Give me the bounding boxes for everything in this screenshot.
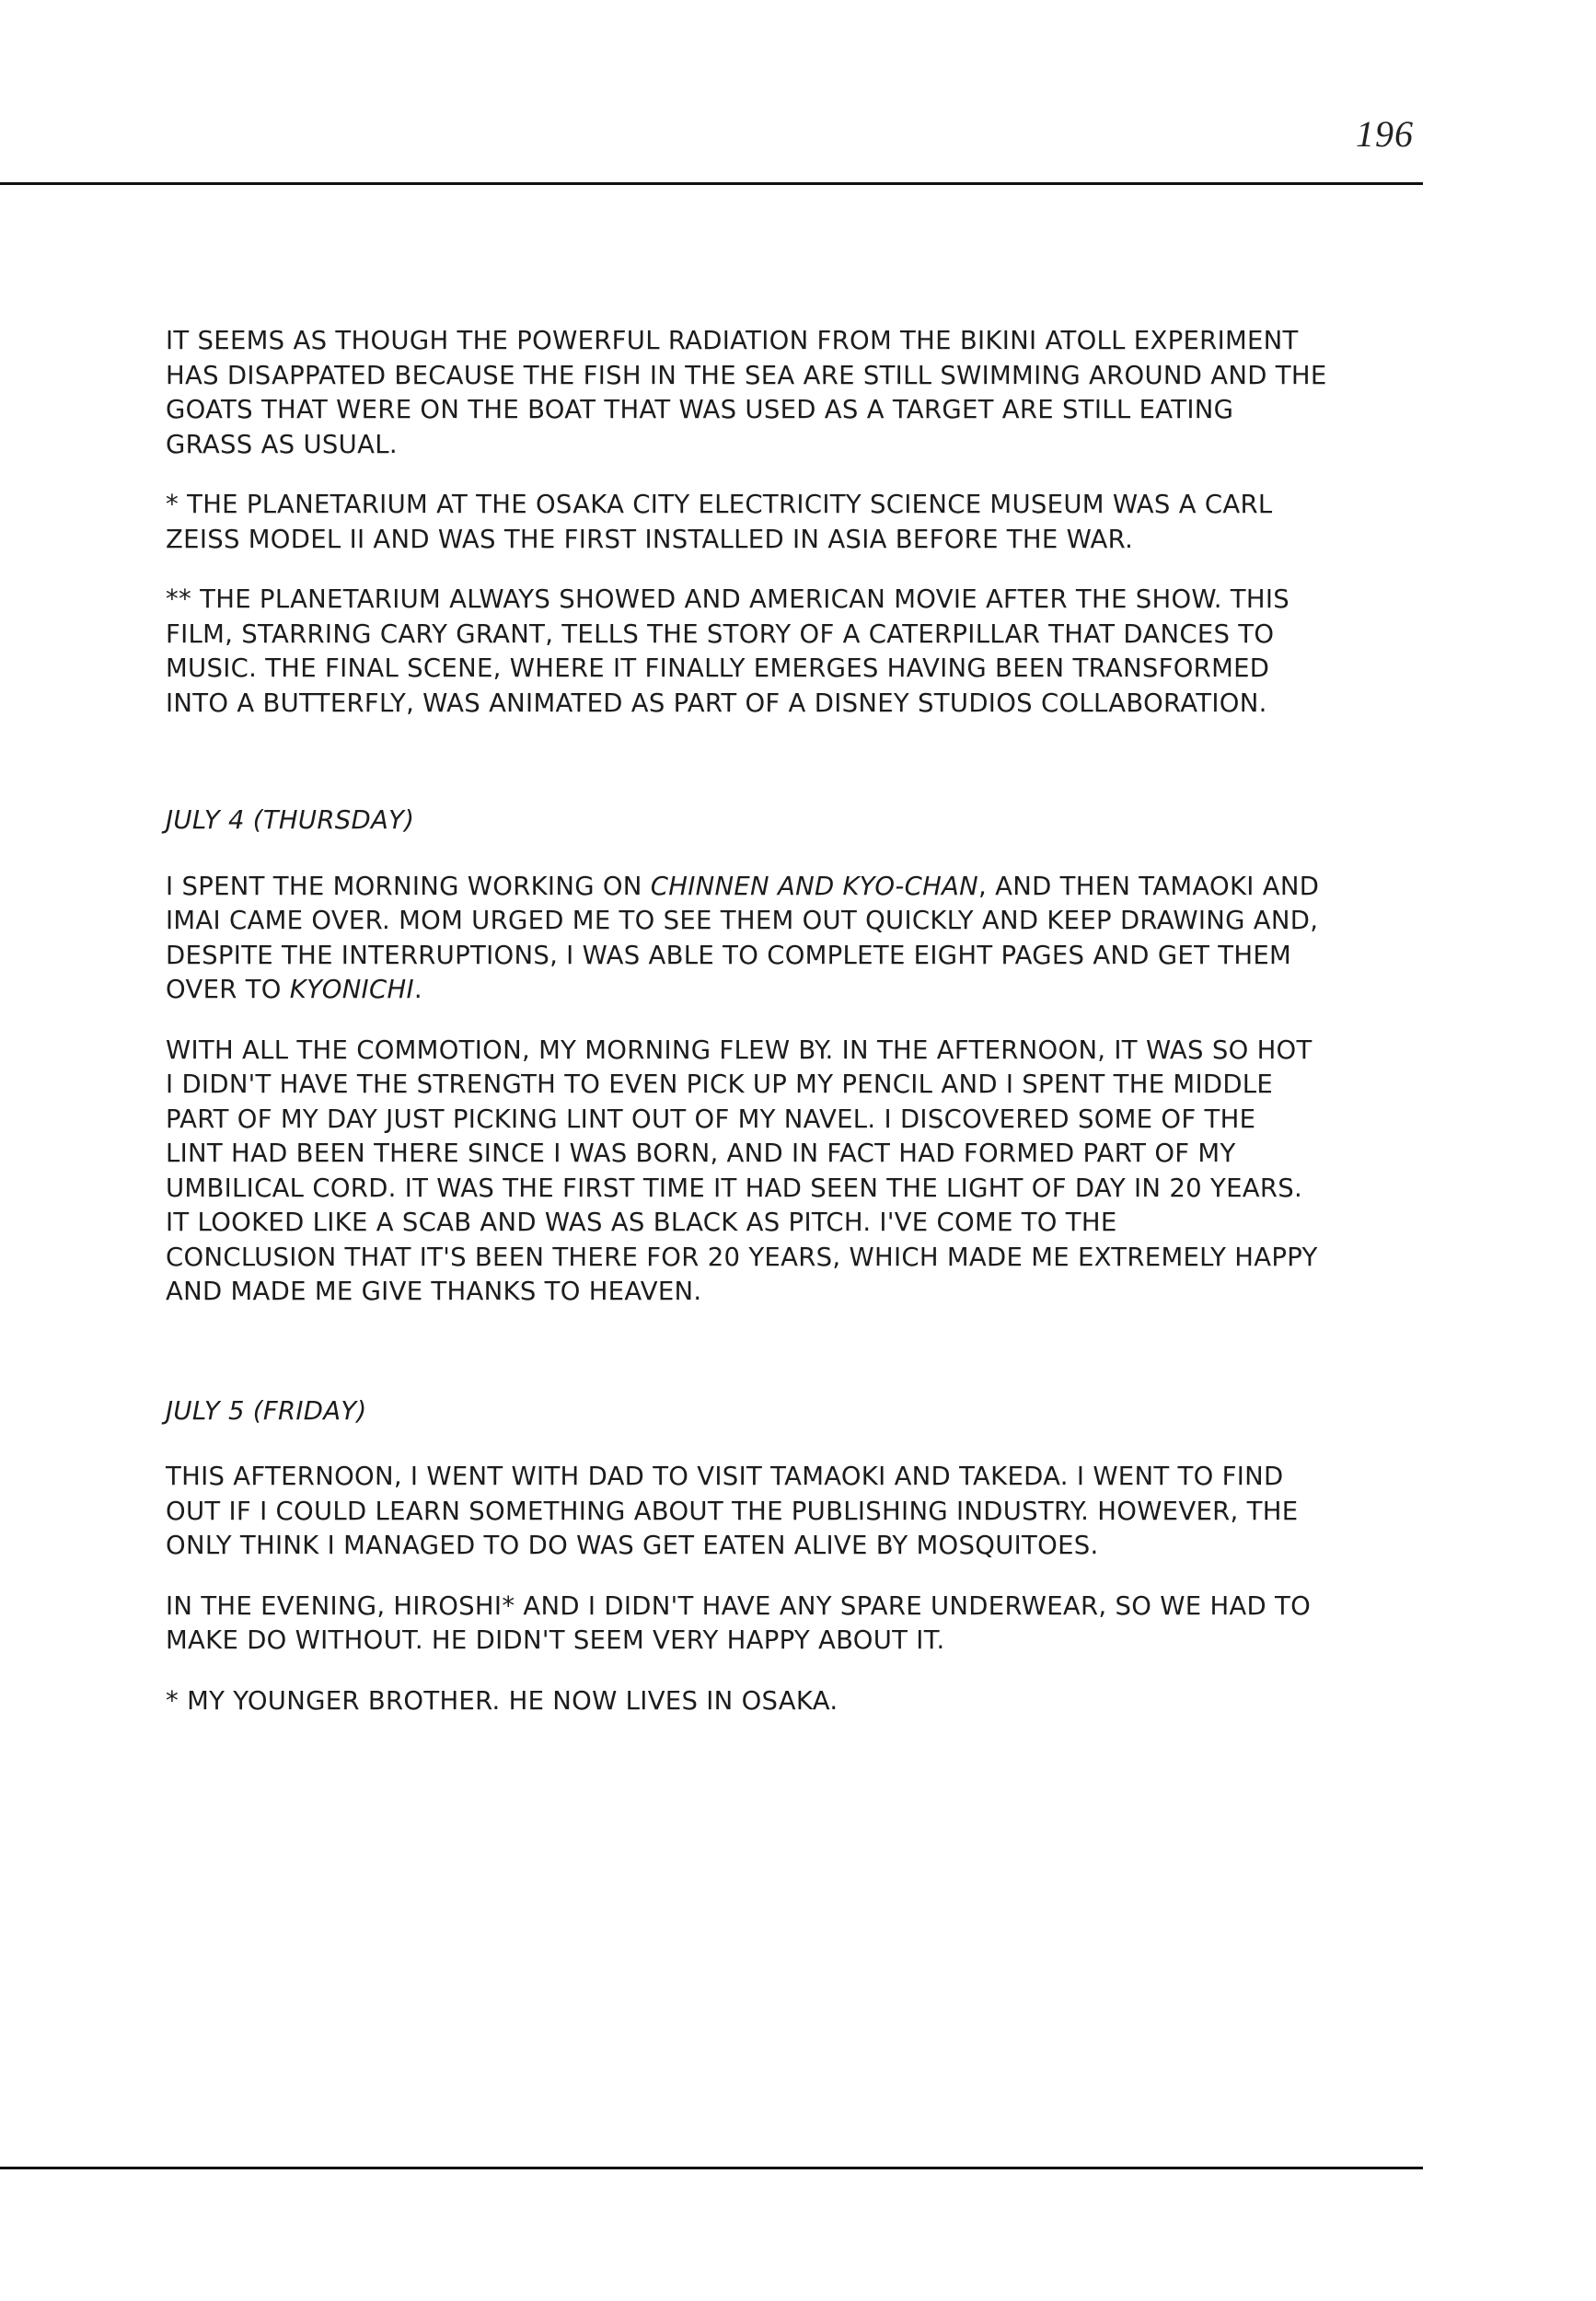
footnote-movie: ** THE PLANETARIUM ALWAYS SHOWED AND AMERICAN MOVIE AFTER THE SHOW. THIS FILM, STARRING CARY GRANT, TELLS THE STORY OF A CATERPILLAR THAT DANCES TO MUSIC. THE FINAL SCENE, WHERE IT FINALLY EMERGES HAVING BEEN TRANSFORMED INTO A BUTTERFLY, WAS ANIMATED AS PART OF A DISNEY STUDIOS COLLABORATION. xyxy=(166,584,1290,718)
july-4-text-b: , AND THEN TAMAOKI AND IMAI CAME OVER. MOM URGED ME TO SEE THEM OUT QUICKLY AND KEEP DRAWING AND, DESPITE THE INTERRUPTIONS, I WAS ABLE TO COMPLETE EIGHT PAGES AND GET THEM OVER TO xyxy=(166,871,1320,1004)
intro-paragraph: IT SEEMS AS THOUGH THE POWERFUL RADIATION FROM THE BIKINI ATOLL EXPERIMENT HAS DISAPPATED BECAUSE THE FISH IN THE SEA ARE STILL SWIMMING AROUND AND THE GOATS THAT WERE ON THE BOAT THAT WAS USED AS A TARGET ARE STILL EATING GRASS AS USUAL. xyxy=(166,326,1327,459)
top-rule xyxy=(0,182,1423,185)
page-number: 196 xyxy=(1356,113,1414,155)
bottom-rule xyxy=(0,2167,1423,2169)
july-5-paragraph-1: THIS AFTERNOON, I WENT WITH DAD TO VISIT TAMAOKI AND TAKEDA. I WENT TO FIND OUT IF I COULD LEARN SOMETHING ABOUT THE PUBLISHING INDUSTRY. HOWEVER, THE ONLY THINK I MANAGED TO DO WAS GET EATEN ALIVE BY MOSQUITOES. xyxy=(166,1462,1299,1560)
july-4-text-c: . xyxy=(413,975,422,1004)
july-4-paragraph-1 xyxy=(166,870,1482,1008)
july-4-paragraph-2: WITH ALL THE COMMOTION, MY MORNING FLEW BY. IN THE AFTERNOON, IT WAS SO HOT I DIDN'T HAVE THE STRENGTH TO EVEN PICK UP MY PENCIL AND I SPENT THE MIDDLE PART OF MY DAY JUST PICKING LINT OUT OF MY NAVEL. I DISCOVERED SOME OF THE LINT HAD BEEN THERE SINCE I WAS BORN, AND IN FACT HAD FORMED PART OF MY UMBILICAL CORD. IT WAS THE FIRST TIME IT HAD SEEN THE LIGHT OF DAY IN 20 YEARS. IT LOOKED LIKE A SCAB AND WAS AS BLACK AS PITCH. I'VE COME TO THE CONCLUSION THAT IT'S BEEN THERE FOR 20 YEARS, WHICH MADE ME EXTREMELY HAPPY AND MADE ME GIVE THANKS TO HEAVEN. xyxy=(166,1035,1318,1306)
title-chinnen-and-kyo-chan: CHINNEN AND KYO-CHAN xyxy=(650,871,979,901)
entry-heading-july-5: JULY 5 (FRIDAY) xyxy=(166,1395,367,1426)
title-kyonichi: KYONICHI xyxy=(289,975,414,1004)
july-4-text-a: I SPENT THE MORNING WORKING ON xyxy=(166,871,651,901)
page-body xyxy=(166,324,1482,1744)
footnote-younger-brother: * MY YOUNGER BROTHER. HE NOW LIVES IN OSAKA. xyxy=(166,1685,838,1716)
entry-heading-july-4: JULY 4 (THURSDAY) xyxy=(166,805,415,835)
july-5-paragraph-2: IN THE EVENING, HIROSHI* AND I DIDN'T HAVE ANY SPARE UNDERWEAR, SO WE HAD TO MAKE DO WITHOUT. HE DIDN'T SEEM VERY HAPPY ABOUT IT. xyxy=(166,1590,1312,1655)
footnote-planetarium: * THE PLANETARIUM AT THE OSAKA CITY ELECTRICITY SCIENCE MUSEUM WAS A CARL ZEISS MODEL II AND WAS THE FIRST INSTALLED IN ASIA BEFORE THE WAR. xyxy=(166,490,1273,554)
